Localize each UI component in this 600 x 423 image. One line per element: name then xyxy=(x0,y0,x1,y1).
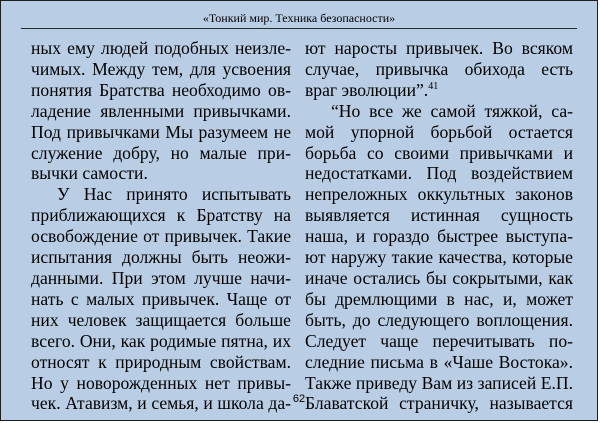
right-column-line xyxy=(305,268,573,289)
left-text-column xyxy=(31,38,291,414)
line-text: иначе остались бы сокрытыми, как xyxy=(305,267,573,288)
line-text: случае, привычка обихода есть xyxy=(305,58,573,79)
line-text: наша, и гораздо быстрее выступа- xyxy=(305,226,573,247)
line-text: ладение явленными привычками. xyxy=(31,100,291,121)
line-text: непреложных оккультных законов xyxy=(305,184,573,205)
line-text: быть, до следующего воплощения. xyxy=(305,309,573,330)
line-text: “Но все же самой тяжкой, са- xyxy=(331,100,573,121)
left-column-line xyxy=(31,101,291,122)
left-column-line xyxy=(31,80,291,101)
line-text: следние письма в «Чаше Востока». xyxy=(305,351,573,372)
line-text: чек. Атавизм, и семья, и школа да- xyxy=(31,393,291,414)
right-column-line xyxy=(305,122,573,143)
footnote-reference: 41 xyxy=(428,80,439,92)
line-text: испытания должны быть неожи- xyxy=(31,247,291,268)
line-text: служение добру, но малые при- xyxy=(31,142,291,163)
left-column-line xyxy=(31,59,291,80)
line-text: У Нас принято испытывать xyxy=(57,184,291,205)
left-column-line xyxy=(31,373,291,394)
left-column-line xyxy=(31,331,291,352)
right-column-line xyxy=(305,226,573,247)
line-text: относят к природным свойствам. xyxy=(31,351,291,372)
line-text: недостатками. Под воздействием xyxy=(305,163,573,184)
line-text: понятия Братства необходимо ов- xyxy=(31,79,291,100)
left-column-line xyxy=(31,268,291,289)
right-column-line xyxy=(305,352,573,373)
line-text: ют наружу такие качества, которые xyxy=(305,247,573,268)
right-column-line xyxy=(305,143,573,164)
left-column-line xyxy=(31,38,291,59)
line-text: бы дремлющими в нас, и, может xyxy=(305,288,573,309)
line-text: ют наросты привычек. Во всяком xyxy=(305,38,573,58)
left-column-line xyxy=(31,289,291,310)
left-column-line xyxy=(31,247,291,268)
line-text: борьба со своими привычками и xyxy=(305,142,573,163)
left-column-line xyxy=(31,122,291,143)
line-text: Под привычками Мы разумеем не xyxy=(31,121,291,142)
line-text: всего. Они, как родимые пятна, их xyxy=(31,330,291,351)
left-column-line xyxy=(31,184,291,205)
line-text: враг эволюции”. xyxy=(305,79,429,100)
line-text: освобождение от привычек. Такие xyxy=(31,226,291,247)
right-column-line xyxy=(305,59,573,80)
right-column-line xyxy=(305,163,573,184)
right-column-line xyxy=(305,184,573,205)
right-column-line xyxy=(305,373,573,394)
left-column-line xyxy=(31,205,291,226)
line-text: вычки самости. xyxy=(31,163,148,184)
left-column-line xyxy=(31,143,291,164)
header-rule xyxy=(21,28,577,29)
right-column-line xyxy=(305,289,573,310)
line-text: нать с малых привычек. Чаще от xyxy=(31,288,291,309)
line-text: выявляется истинная сущность xyxy=(305,205,573,226)
right-column-line xyxy=(305,331,573,352)
running-header: «Тонкий мир. Техника безопасности» xyxy=(202,11,396,25)
right-column-line xyxy=(305,80,573,101)
right-text-column xyxy=(305,38,573,414)
line-text: них человек защищается больше xyxy=(31,309,291,330)
line-text: Блаватской страничку, называется xyxy=(305,393,573,414)
line-text: чимых. Между тем, для усвоения xyxy=(31,58,291,79)
line-text: ных ему людей подобных неизле- xyxy=(31,38,291,58)
line-text: Следует чаще перечитывать по- xyxy=(305,330,573,351)
right-column-line xyxy=(305,38,573,59)
line-text: данными. При этом лучше начи- xyxy=(31,267,291,288)
right-column-line xyxy=(305,101,573,122)
right-column-line xyxy=(305,247,573,268)
line-text: приближающихся к Братству на xyxy=(31,205,291,226)
left-column-line xyxy=(31,226,291,247)
line-text: Также приведу Вам из записей Е.П. xyxy=(305,372,573,393)
line-text: мой упорной борьбой остается xyxy=(305,121,573,142)
left-column-line xyxy=(31,163,291,184)
right-column-line xyxy=(305,310,573,331)
left-column-line xyxy=(31,310,291,331)
page-number: 62 xyxy=(292,393,306,405)
left-column-line xyxy=(31,352,291,373)
right-column-line xyxy=(305,205,573,226)
line-text: Но у новорожденных нет привы- xyxy=(31,372,291,393)
